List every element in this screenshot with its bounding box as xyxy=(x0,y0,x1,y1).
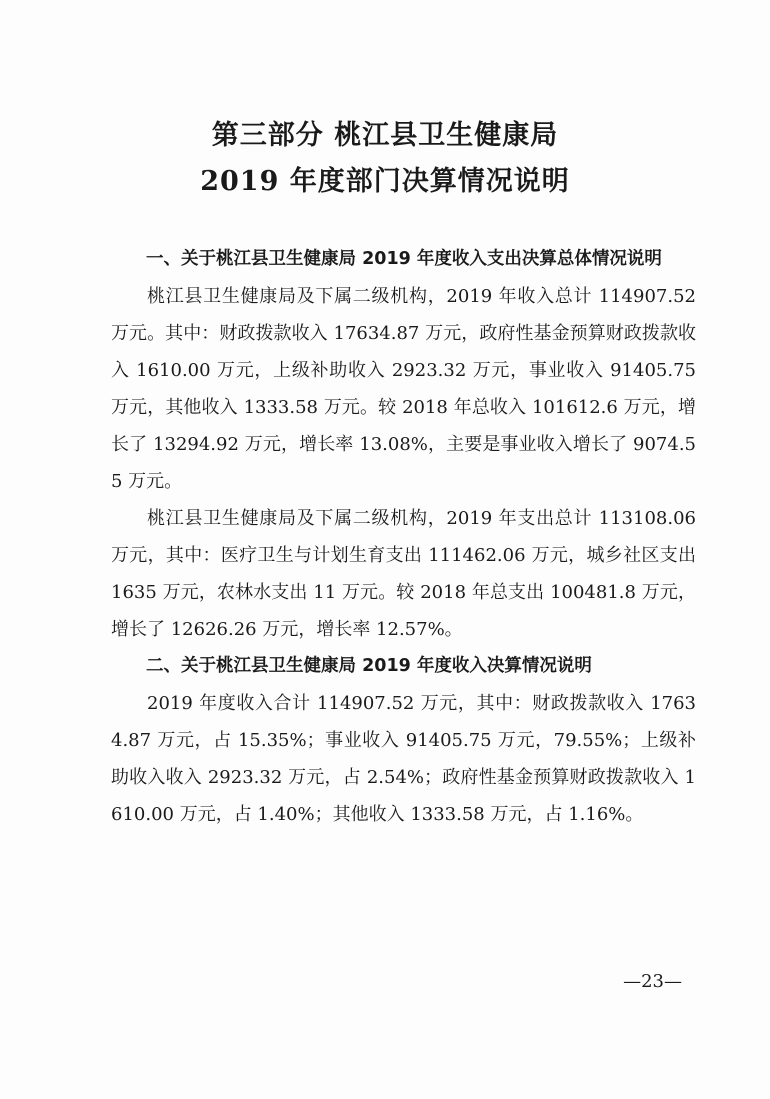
page-number: —23— xyxy=(623,971,682,992)
page-subtitle: 2019 年度部门决算情况说明 xyxy=(200,166,570,197)
page-title: 第三部分 桃江县卫生健康局 xyxy=(211,120,559,151)
section-heading-2: 二、关于桃江县卫生健康局 2019 年度收入决算情况说明 xyxy=(146,656,592,676)
paragraph-income-detail: 2019 年度收入合计 114907.52 万元，其中：财政拨款收入 17634.87 万元，占 15.35%；事业收入 91405.75 万元，79.55%；上级补助收入收入 2923.32 万元，占 2.54%；政府性基金预算财政拨款收入 1610.00 万元，占 1.40%；其他收入 1333.58 万元，占 1.16%。 xyxy=(111,693,696,825)
section-heading-1: 一、关于桃江县卫生健康局 2019 年度收入支出决算总体情况说明 xyxy=(146,249,662,269)
paragraph-expenditure-overview: 桃江县卫生健康局及下属二级机构，2019 年支出总计 113108.06 万元，其中：医疗卫生与计划生育支出 111462.06 万元，城乡社区支出 1635 万元，农林水支出 11 万元。较 2018 年总支出 100481.8 万元，增长了 12626.26 万元，增长率 12.57%。 xyxy=(111,508,696,640)
document-body xyxy=(111,241,696,833)
paragraph-income-overview: 桃江县卫生健康局及下属二级机构，2019 年收入总计 114907.52 万元。其中：财政拨款收入 17634.87 万元，政府性基金预算财政拨款收入 1610.00 万元，上级补助收入 2923.32 万元，事业收入 91405.75 万元，其他收入 1333.58 万元。较 2018 年总收入 101612.6 万元，增长了 13294.92 万元，增长率 13.08%，主要是事业收入增长了 9074.55 万元。 xyxy=(111,286,696,492)
